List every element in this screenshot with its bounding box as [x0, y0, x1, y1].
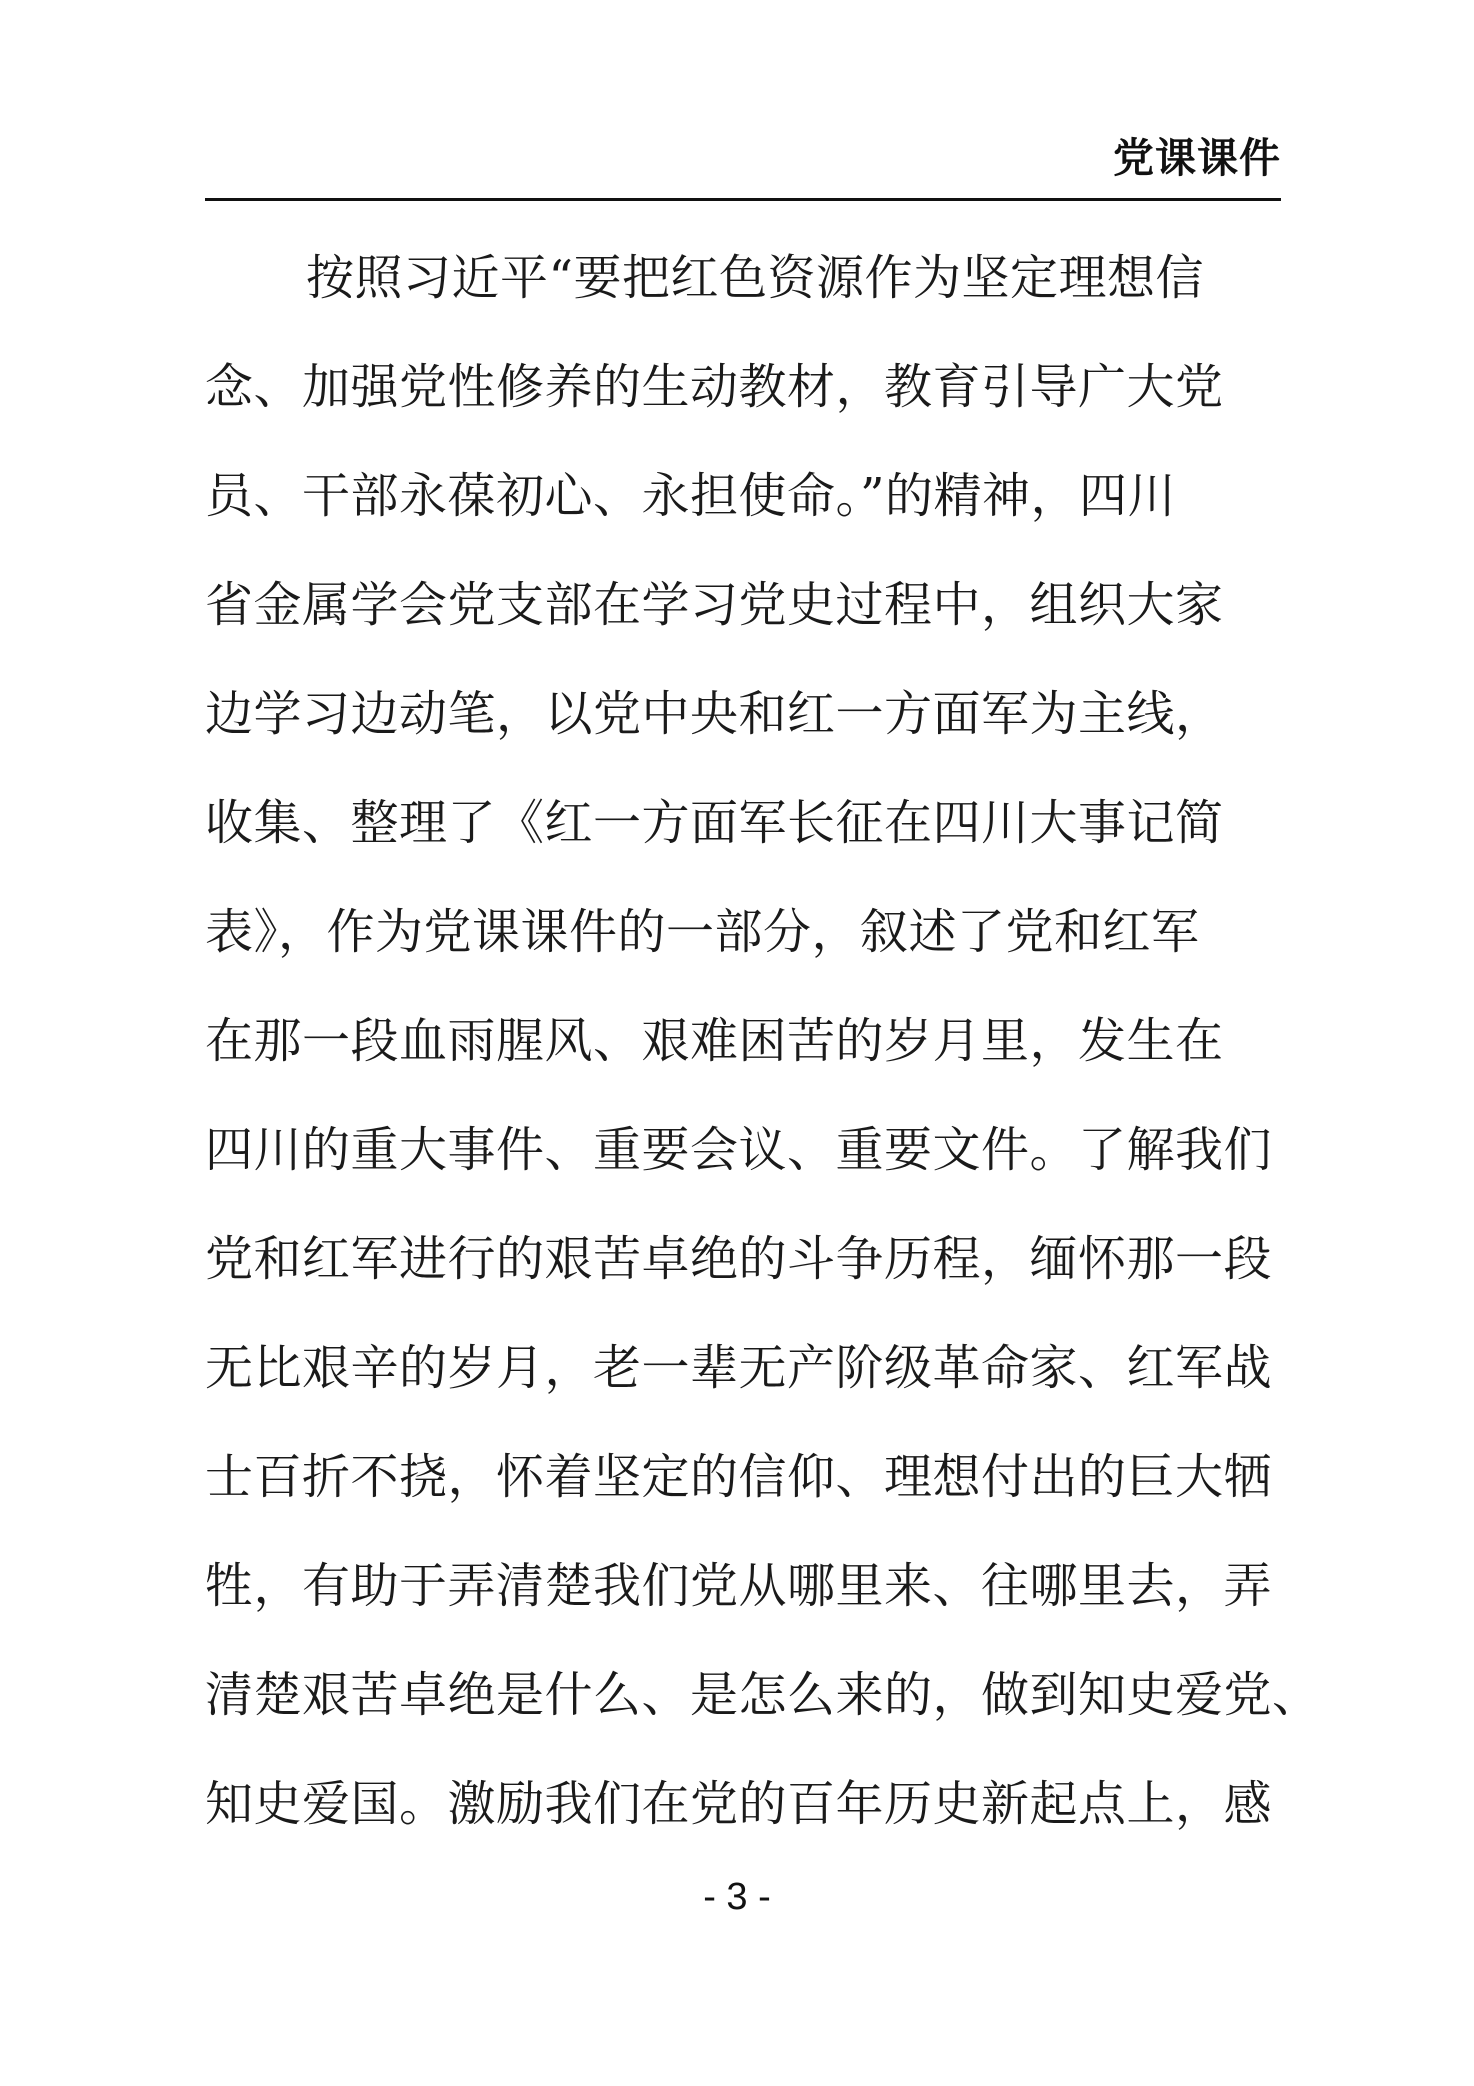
- text-line: 牲，有助于弄清楚我们党从哪里来、往哪里去，弄: [205, 1558, 1273, 1614]
- text-line: 省金属学会党支部在学习党史过程中，组织大家: [205, 577, 1224, 633]
- page-number: - 3 -: [703, 1876, 771, 1918]
- text-line: 无比艰辛的岁月，老一辈无产阶级革命家、红军战: [205, 1340, 1273, 1396]
- text-line: 边学习边动笔，以党中央和红一方面军为主线，: [205, 686, 1224, 742]
- text-line: 员、干部永葆初心、永担使命。”的精神，四川: [205, 468, 1177, 524]
- text-line: 念、加强党性修养的生动教材，教育引导广大党: [205, 359, 1224, 415]
- text-line: 党和红军进行的艰苦卓绝的斗争历程，缅怀那一段: [205, 1231, 1273, 1287]
- header-rule: [205, 198, 1281, 201]
- text-line: 知史爱国。激励我们在党的百年历史新起点上，感: [205, 1776, 1273, 1832]
- header-title: 党课课件: [1113, 134, 1281, 182]
- text-line: 四川的重大事件、重要会议、重要文件。了解我们: [205, 1122, 1273, 1178]
- text-line: 按照习近平“要把红色资源作为坚定理想信: [306, 250, 1205, 306]
- text-line: 清楚艰苦卓绝是什么、是怎么来的，做到知史爱党、: [205, 1667, 1321, 1723]
- body-paragraph: [205, 240, 1321, 1875]
- text-line: 在那一段血雨腥风、艰难困苦的岁月里，发生在: [205, 1013, 1224, 1069]
- text-line: 士百折不挠，怀着坚定的信仰、理想付出的巨大牺: [205, 1449, 1273, 1505]
- text-line: 收集、整理了《红一方面军长征在四川大事记简: [205, 795, 1224, 851]
- text-line: 表》，作为党课课件的一部分，叙述了党和红军: [205, 904, 1200, 960]
